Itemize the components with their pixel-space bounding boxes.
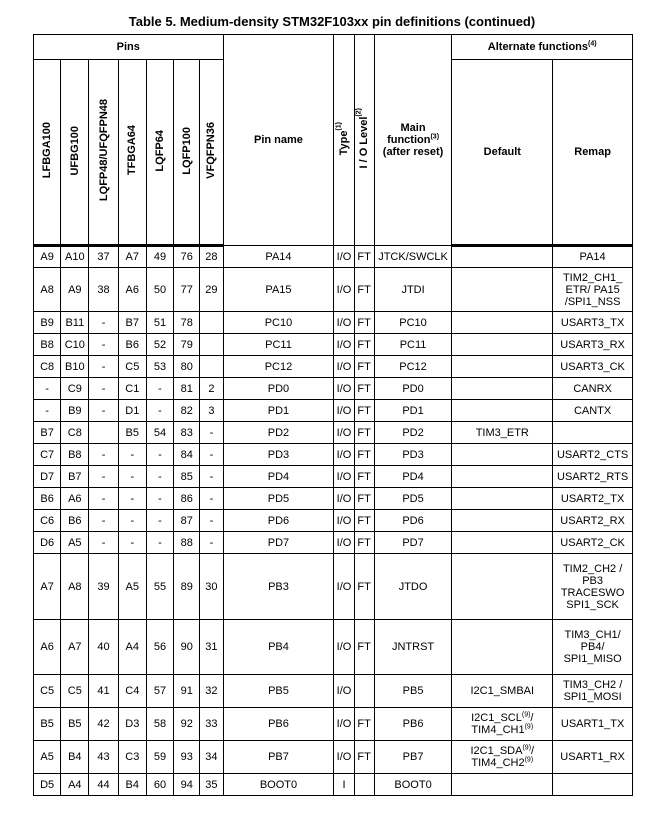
cell-type: I/O xyxy=(334,268,354,312)
cell-remap-af: TIM2_CH2 / PB3 TRACESWO SPI1_SCK xyxy=(553,554,633,620)
cell-io-level xyxy=(354,774,374,796)
cell-lqfp48: 43 xyxy=(89,741,118,774)
table-row xyxy=(34,378,633,400)
cell-main-function: PB6 xyxy=(374,708,452,741)
table-row xyxy=(34,246,633,268)
cell-pin-name: PD3 xyxy=(223,444,334,466)
cell-main-function: PC11 xyxy=(374,334,452,356)
cell-type: I/O xyxy=(334,378,354,400)
cell-vfqfpn36: 28 xyxy=(200,246,223,268)
cell-ufbg100: A7 xyxy=(61,620,89,675)
cell-tfbga64: C4 xyxy=(118,675,146,708)
cell-lqfp100: 93 xyxy=(174,741,200,774)
table-row xyxy=(34,741,633,774)
cell-lqfp64: 49 xyxy=(146,246,173,268)
cell-remap-af: USART3_CK xyxy=(553,356,633,378)
table-row xyxy=(34,400,633,422)
cell-lqfp100: 77 xyxy=(174,268,200,312)
cell-lqfp64: - xyxy=(146,510,173,532)
cell-lfbga100: D7 xyxy=(34,466,61,488)
cell-tfbga64: A7 xyxy=(118,246,146,268)
cell-main-function: PD2 xyxy=(374,422,452,444)
table-row xyxy=(34,675,633,708)
cell-remap-af: CANRX xyxy=(553,378,633,400)
cell-ufbg100: B10 xyxy=(61,356,89,378)
cell-type: I xyxy=(334,774,354,796)
cell-lfbga100: C7 xyxy=(34,444,61,466)
cell-vfqfpn36: 35 xyxy=(200,774,223,796)
cell-tfbga64: C1 xyxy=(118,378,146,400)
cell-lqfp100: 79 xyxy=(174,334,200,356)
cell-pin-name: PC10 xyxy=(223,312,334,334)
cell-io-level: FT xyxy=(354,554,374,620)
cell-default-af xyxy=(452,532,553,554)
cell-lqfp64: 56 xyxy=(146,620,173,675)
cell-lqfp100: 83 xyxy=(174,422,200,444)
cell-remap-af: USART1_TX xyxy=(553,708,633,741)
cell-tfbga64: A6 xyxy=(118,268,146,312)
cell-type: I/O xyxy=(334,532,354,554)
cell-lqfp100: 86 xyxy=(174,488,200,510)
cell-remap-af: PA14 xyxy=(553,246,633,268)
cell-default-af xyxy=(452,510,553,532)
cell-pin-name: PD2 xyxy=(223,422,334,444)
cell-vfqfpn36: 3 xyxy=(200,400,223,422)
cell-default-af: I2C1_SCL$^{(9)}$/ TIM4_CH1$^{(9)}$ xyxy=(452,708,553,741)
cell-lqfp64: - xyxy=(146,488,173,510)
cell-lfbga100: A5 xyxy=(34,741,61,774)
cell-type: I/O xyxy=(334,708,354,741)
cell-default-af: I2C1_SDA$^{(9)}$/ TIM4_CH2$^{(9)}$ xyxy=(452,741,553,774)
cell-tfbga64: - xyxy=(118,510,146,532)
table-row xyxy=(34,554,633,620)
cell-lqfp64: 59 xyxy=(146,741,173,774)
cell-lfbga100: A7 xyxy=(34,554,61,620)
cell-ufbg100: B7 xyxy=(61,466,89,488)
cell-vfqfpn36: 2 xyxy=(200,378,223,400)
cell-lqfp100: 80 xyxy=(174,356,200,378)
cell-pin-name: PD7 xyxy=(223,532,334,554)
table-row xyxy=(34,334,633,356)
cell-pin-name: PB5 xyxy=(223,675,334,708)
cell-tfbga64: - xyxy=(118,466,146,488)
cell-tfbga64: A4 xyxy=(118,620,146,675)
cell-pin-name: PB7 xyxy=(223,741,334,774)
cell-lqfp48: - xyxy=(89,334,118,356)
cell-ufbg100: A10 xyxy=(61,246,89,268)
cell-vfqfpn36: - xyxy=(200,488,223,510)
cell-lqfp64: 58 xyxy=(146,708,173,741)
cell-ufbg100: A5 xyxy=(61,532,89,554)
cell-tfbga64: B5 xyxy=(118,422,146,444)
cell-lqfp64: - xyxy=(146,466,173,488)
cell-io-level: FT xyxy=(354,246,374,268)
cell-pin-name: BOOT0 xyxy=(223,774,334,796)
cell-main-function: BOOT0 xyxy=(374,774,452,796)
table-row xyxy=(34,466,633,488)
cell-lqfp64: 50 xyxy=(146,268,173,312)
cell-io-level: FT xyxy=(354,334,374,356)
cell-ufbg100: C8 xyxy=(61,422,89,444)
cell-lfbga100: C5 xyxy=(34,675,61,708)
cell-default-af xyxy=(452,268,553,312)
cell-main-function: PB5 xyxy=(374,675,452,708)
cell-lqfp48: - xyxy=(89,378,118,400)
cell-vfqfpn36 xyxy=(200,356,223,378)
cell-lqfp48: - xyxy=(89,532,118,554)
col-ufbg100: UFBG100 xyxy=(61,60,89,246)
table-row xyxy=(34,268,633,312)
cell-vfqfpn36: 32 xyxy=(200,675,223,708)
cell-io-level: FT xyxy=(354,741,374,774)
cell-lfbga100: B5 xyxy=(34,708,61,741)
cell-lqfp48: - xyxy=(89,400,118,422)
cell-vfqfpn36 xyxy=(200,312,223,334)
cell-lfbga100: A9 xyxy=(34,246,61,268)
cell-main-function: JTDO xyxy=(374,554,452,620)
cell-lqfp48: - xyxy=(89,444,118,466)
table-row xyxy=(34,708,633,741)
cell-remap-af: USART2_CK xyxy=(553,532,633,554)
table-title: Table 5. Medium-density STM32F103xx pin definitions (continued) xyxy=(128,14,536,29)
cell-lfbga100: B6 xyxy=(34,488,61,510)
cell-lfbga100: C6 xyxy=(34,510,61,532)
cell-lqfp64: - xyxy=(146,444,173,466)
cell-remap-af: TIM3_CH1/ PB4/ SPI1_MISO xyxy=(553,620,633,675)
cell-lqfp100: 94 xyxy=(174,774,200,796)
alternate-functions-header: Alternate functions$^{(4)}$ xyxy=(452,35,633,60)
cell-default-af xyxy=(452,312,553,334)
cell-pin-name: PA14 xyxy=(223,246,334,268)
cell-lfbga100: D5 xyxy=(34,774,61,796)
cell-vfqfpn36: 34 xyxy=(200,741,223,774)
cell-lqfp100: 76 xyxy=(174,246,200,268)
cell-lfbga100: D6 xyxy=(34,532,61,554)
table-row xyxy=(34,356,633,378)
cell-lqfp100: 84 xyxy=(174,444,200,466)
cell-ufbg100: B4 xyxy=(61,741,89,774)
cell-io-level: FT xyxy=(354,312,374,334)
cell-main-function: PD1 xyxy=(374,400,452,422)
cell-type: I/O xyxy=(334,466,354,488)
cell-vfqfpn36: - xyxy=(200,422,223,444)
col-lqfp100: LQFP100 xyxy=(174,60,200,246)
table-row xyxy=(34,312,633,334)
cell-type: I/O xyxy=(334,356,354,378)
cell-io-level: FT xyxy=(354,444,374,466)
cell-lqfp48: - xyxy=(89,466,118,488)
cell-pin-name: PD1 xyxy=(223,400,334,422)
type-header: Type$^{(1)}$ xyxy=(334,35,354,246)
cell-lqfp64: 51 xyxy=(146,312,173,334)
cell-lfbga100: C8 xyxy=(34,356,61,378)
cell-ufbg100: C9 xyxy=(61,378,89,400)
cell-remap-af: USART3_RX xyxy=(553,334,633,356)
cell-ufbg100: B9 xyxy=(61,400,89,422)
cell-io-level: FT xyxy=(354,422,374,444)
cell-lqfp100: 81 xyxy=(174,378,200,400)
cell-vfqfpn36: 33 xyxy=(200,708,223,741)
pin-definitions-table xyxy=(33,34,633,796)
cell-default-af xyxy=(452,554,553,620)
cell-vfqfpn36: 30 xyxy=(200,554,223,620)
cell-lfbga100: B9 xyxy=(34,312,61,334)
cell-io-level: FT xyxy=(354,708,374,741)
cell-remap-af: TIM3_CH2 / SPI1_MOSI xyxy=(553,675,633,708)
cell-default-af xyxy=(452,334,553,356)
cell-lqfp48 xyxy=(89,422,118,444)
cell-lqfp64: 53 xyxy=(146,356,173,378)
cell-type: I/O xyxy=(334,675,354,708)
table-row xyxy=(34,774,633,796)
cell-lqfp48: 37 xyxy=(89,246,118,268)
cell-main-function: JTCK/SWCLK xyxy=(374,246,452,268)
main-function-header: Main function$^{(3)}$ (after reset) xyxy=(374,35,452,246)
cell-default-af xyxy=(452,246,553,268)
cell-lqfp100: 92 xyxy=(174,708,200,741)
cell-io-level: FT xyxy=(354,268,374,312)
col-lqfp48: LQFP48/UFQFPN48 xyxy=(89,60,118,246)
cell-lqfp100: 91 xyxy=(174,675,200,708)
cell-lqfp64: - xyxy=(146,378,173,400)
cell-remap-af: USART1_RX xyxy=(553,741,633,774)
table-row xyxy=(34,444,633,466)
cell-main-function: PD7 xyxy=(374,532,452,554)
cell-io-level: FT xyxy=(354,510,374,532)
cell-remap-af xyxy=(553,422,633,444)
table-row xyxy=(34,532,633,554)
col-tfbga64: TFBGA64 xyxy=(118,60,146,246)
table-row xyxy=(34,510,633,532)
cell-remap-af: USART2_RX xyxy=(553,510,633,532)
cell-ufbg100: A4 xyxy=(61,774,89,796)
cell-tfbga64: C3 xyxy=(118,741,146,774)
cell-main-function: PD0 xyxy=(374,378,452,400)
cell-lqfp100: 88 xyxy=(174,532,200,554)
cell-tfbga64: - xyxy=(118,444,146,466)
cell-default-af xyxy=(452,774,553,796)
cell-tfbga64: B4 xyxy=(118,774,146,796)
cell-default-af xyxy=(452,400,553,422)
cell-lfbga100: - xyxy=(34,378,61,400)
cell-lqfp48: - xyxy=(89,356,118,378)
cell-lqfp48: - xyxy=(89,510,118,532)
cell-tfbga64: A5 xyxy=(118,554,146,620)
cell-vfqfpn36: 29 xyxy=(200,268,223,312)
cell-vfqfpn36: - xyxy=(200,444,223,466)
cell-vfqfpn36: - xyxy=(200,532,223,554)
cell-main-function: PD5 xyxy=(374,488,452,510)
cell-lqfp48: 40 xyxy=(89,620,118,675)
cell-type: I/O xyxy=(334,510,354,532)
cell-lqfp64: 57 xyxy=(146,675,173,708)
cell-default-af xyxy=(452,620,553,675)
cell-tfbga64: C5 xyxy=(118,356,146,378)
cell-lqfp100: 78 xyxy=(174,312,200,334)
cell-vfqfpn36: - xyxy=(200,466,223,488)
cell-pin-name: PA15 xyxy=(223,268,334,312)
cell-io-level: FT xyxy=(354,532,374,554)
col-lqfp64: LQFP64 xyxy=(146,60,173,246)
cell-type: I/O xyxy=(334,444,354,466)
cell-lfbga100: A8 xyxy=(34,268,61,312)
cell-type: I/O xyxy=(334,620,354,675)
cell-remap-af: USART3_TX xyxy=(553,312,633,334)
cell-pin-name: PB3 xyxy=(223,554,334,620)
cell-type: I/O xyxy=(334,488,354,510)
cell-ufbg100: B11 xyxy=(61,312,89,334)
cell-pin-name: PB6 xyxy=(223,708,334,741)
cell-lqfp100: 89 xyxy=(174,554,200,620)
cell-main-function: JNTRST xyxy=(374,620,452,675)
cell-io-level: FT xyxy=(354,400,374,422)
cell-io-level: FT xyxy=(354,466,374,488)
cell-remap-af: USART2_CTS xyxy=(553,444,633,466)
io-level-header: I / O Level$^{(2)}$ xyxy=(354,35,374,246)
cell-remap-af: CANTX xyxy=(553,400,633,422)
cell-lfbga100: - xyxy=(34,400,61,422)
cell-remap-af xyxy=(553,774,633,796)
cell-tfbga64: B6 xyxy=(118,334,146,356)
cell-default-af xyxy=(452,378,553,400)
cell-default-af xyxy=(452,466,553,488)
col-lfbga100: LFBGA100 xyxy=(34,60,61,246)
table-body xyxy=(34,246,633,796)
cell-lqfp48: 38 xyxy=(89,268,118,312)
cell-tfbga64: - xyxy=(118,488,146,510)
cell-pin-name: PC12 xyxy=(223,356,334,378)
cell-lqfp48: 41 xyxy=(89,675,118,708)
cell-main-function: JTDI xyxy=(374,268,452,312)
default-header: Default xyxy=(452,60,553,246)
cell-ufbg100: B5 xyxy=(61,708,89,741)
cell-lqfp100: 85 xyxy=(174,466,200,488)
table-row xyxy=(34,620,633,675)
cell-main-function: PB7 xyxy=(374,741,452,774)
cell-vfqfpn36: - xyxy=(200,510,223,532)
cell-ufbg100: A8 xyxy=(61,554,89,620)
cell-default-af xyxy=(452,444,553,466)
cell-vfqfpn36 xyxy=(200,334,223,356)
cell-tfbga64: - xyxy=(118,532,146,554)
cell-ufbg100: B8 xyxy=(61,444,89,466)
cell-default-af xyxy=(452,488,553,510)
cell-ufbg100: A6 xyxy=(61,488,89,510)
cell-type: I/O xyxy=(334,741,354,774)
cell-lqfp48: - xyxy=(89,312,118,334)
cell-remap-af: TIM2_CH1_ ETR/ PA15 /SPI1_NSS xyxy=(553,268,633,312)
cell-pin-name: PD6 xyxy=(223,510,334,532)
cell-ufbg100: B6 xyxy=(61,510,89,532)
cell-ufbg100: A9 xyxy=(61,268,89,312)
remap-header: Remap xyxy=(553,60,633,246)
cell-main-function: PC12 xyxy=(374,356,452,378)
cell-tfbga64: B7 xyxy=(118,312,146,334)
cell-ufbg100: C10 xyxy=(61,334,89,356)
cell-main-function: PD3 xyxy=(374,444,452,466)
cell-pin-name: PC11 xyxy=(223,334,334,356)
cell-lqfp64: 54 xyxy=(146,422,173,444)
cell-lqfp64: 55 xyxy=(146,554,173,620)
cell-type: I/O xyxy=(334,312,354,334)
cell-type: I/O xyxy=(334,400,354,422)
cell-tfbga64: D3 xyxy=(118,708,146,741)
cell-main-function: PD6 xyxy=(374,510,452,532)
cell-default-af: I2C1_SMBAI xyxy=(452,675,553,708)
cell-io-level: FT xyxy=(354,488,374,510)
cell-vfqfpn36: 31 xyxy=(200,620,223,675)
cell-lqfp100: 87 xyxy=(174,510,200,532)
cell-pin-name: PD4 xyxy=(223,466,334,488)
cell-remap-af: USART2_RTS xyxy=(553,466,633,488)
cell-main-function: PD4 xyxy=(374,466,452,488)
cell-default-af: TIM3_ETR xyxy=(452,422,553,444)
cell-lfbga100: B8 xyxy=(34,334,61,356)
cell-lqfp100: 90 xyxy=(174,620,200,675)
cell-type: I/O xyxy=(334,422,354,444)
col-vfqfpn36: VFQFPN36 xyxy=(200,60,223,246)
cell-default-af xyxy=(452,356,553,378)
pin-name-header: Pin name xyxy=(223,35,334,246)
cell-pin-name: PD5 xyxy=(223,488,334,510)
cell-io-level: FT xyxy=(354,620,374,675)
cell-lqfp48: 42 xyxy=(89,708,118,741)
cell-lqfp48: 44 xyxy=(89,774,118,796)
cell-main-function: PC10 xyxy=(374,312,452,334)
table-row xyxy=(34,422,633,444)
cell-remap-af: USART2_TX xyxy=(553,488,633,510)
cell-type: I/O xyxy=(334,334,354,356)
cell-lqfp48: 39 xyxy=(89,554,118,620)
cell-ufbg100: C5 xyxy=(61,675,89,708)
cell-lqfp64: 52 xyxy=(146,334,173,356)
cell-type: I/O xyxy=(334,246,354,268)
cell-io-level: FT xyxy=(354,356,374,378)
cell-pin-name: PB4 xyxy=(223,620,334,675)
cell-lqfp100: 82 xyxy=(174,400,200,422)
table-row xyxy=(34,488,633,510)
cell-lqfp64: - xyxy=(146,400,173,422)
cell-io-level: FT xyxy=(354,378,374,400)
cell-lfbga100: B7 xyxy=(34,422,61,444)
cell-lqfp48: - xyxy=(89,488,118,510)
cell-lqfp64: 60 xyxy=(146,774,173,796)
pins-group-header: Pins xyxy=(34,35,224,60)
cell-lfbga100: A6 xyxy=(34,620,61,675)
cell-lqfp64: - xyxy=(146,532,173,554)
cell-tfbga64: D1 xyxy=(118,400,146,422)
cell-io-level xyxy=(354,675,374,708)
cell-pin-name: PD0 xyxy=(223,378,334,400)
cell-type: I/O xyxy=(334,554,354,620)
